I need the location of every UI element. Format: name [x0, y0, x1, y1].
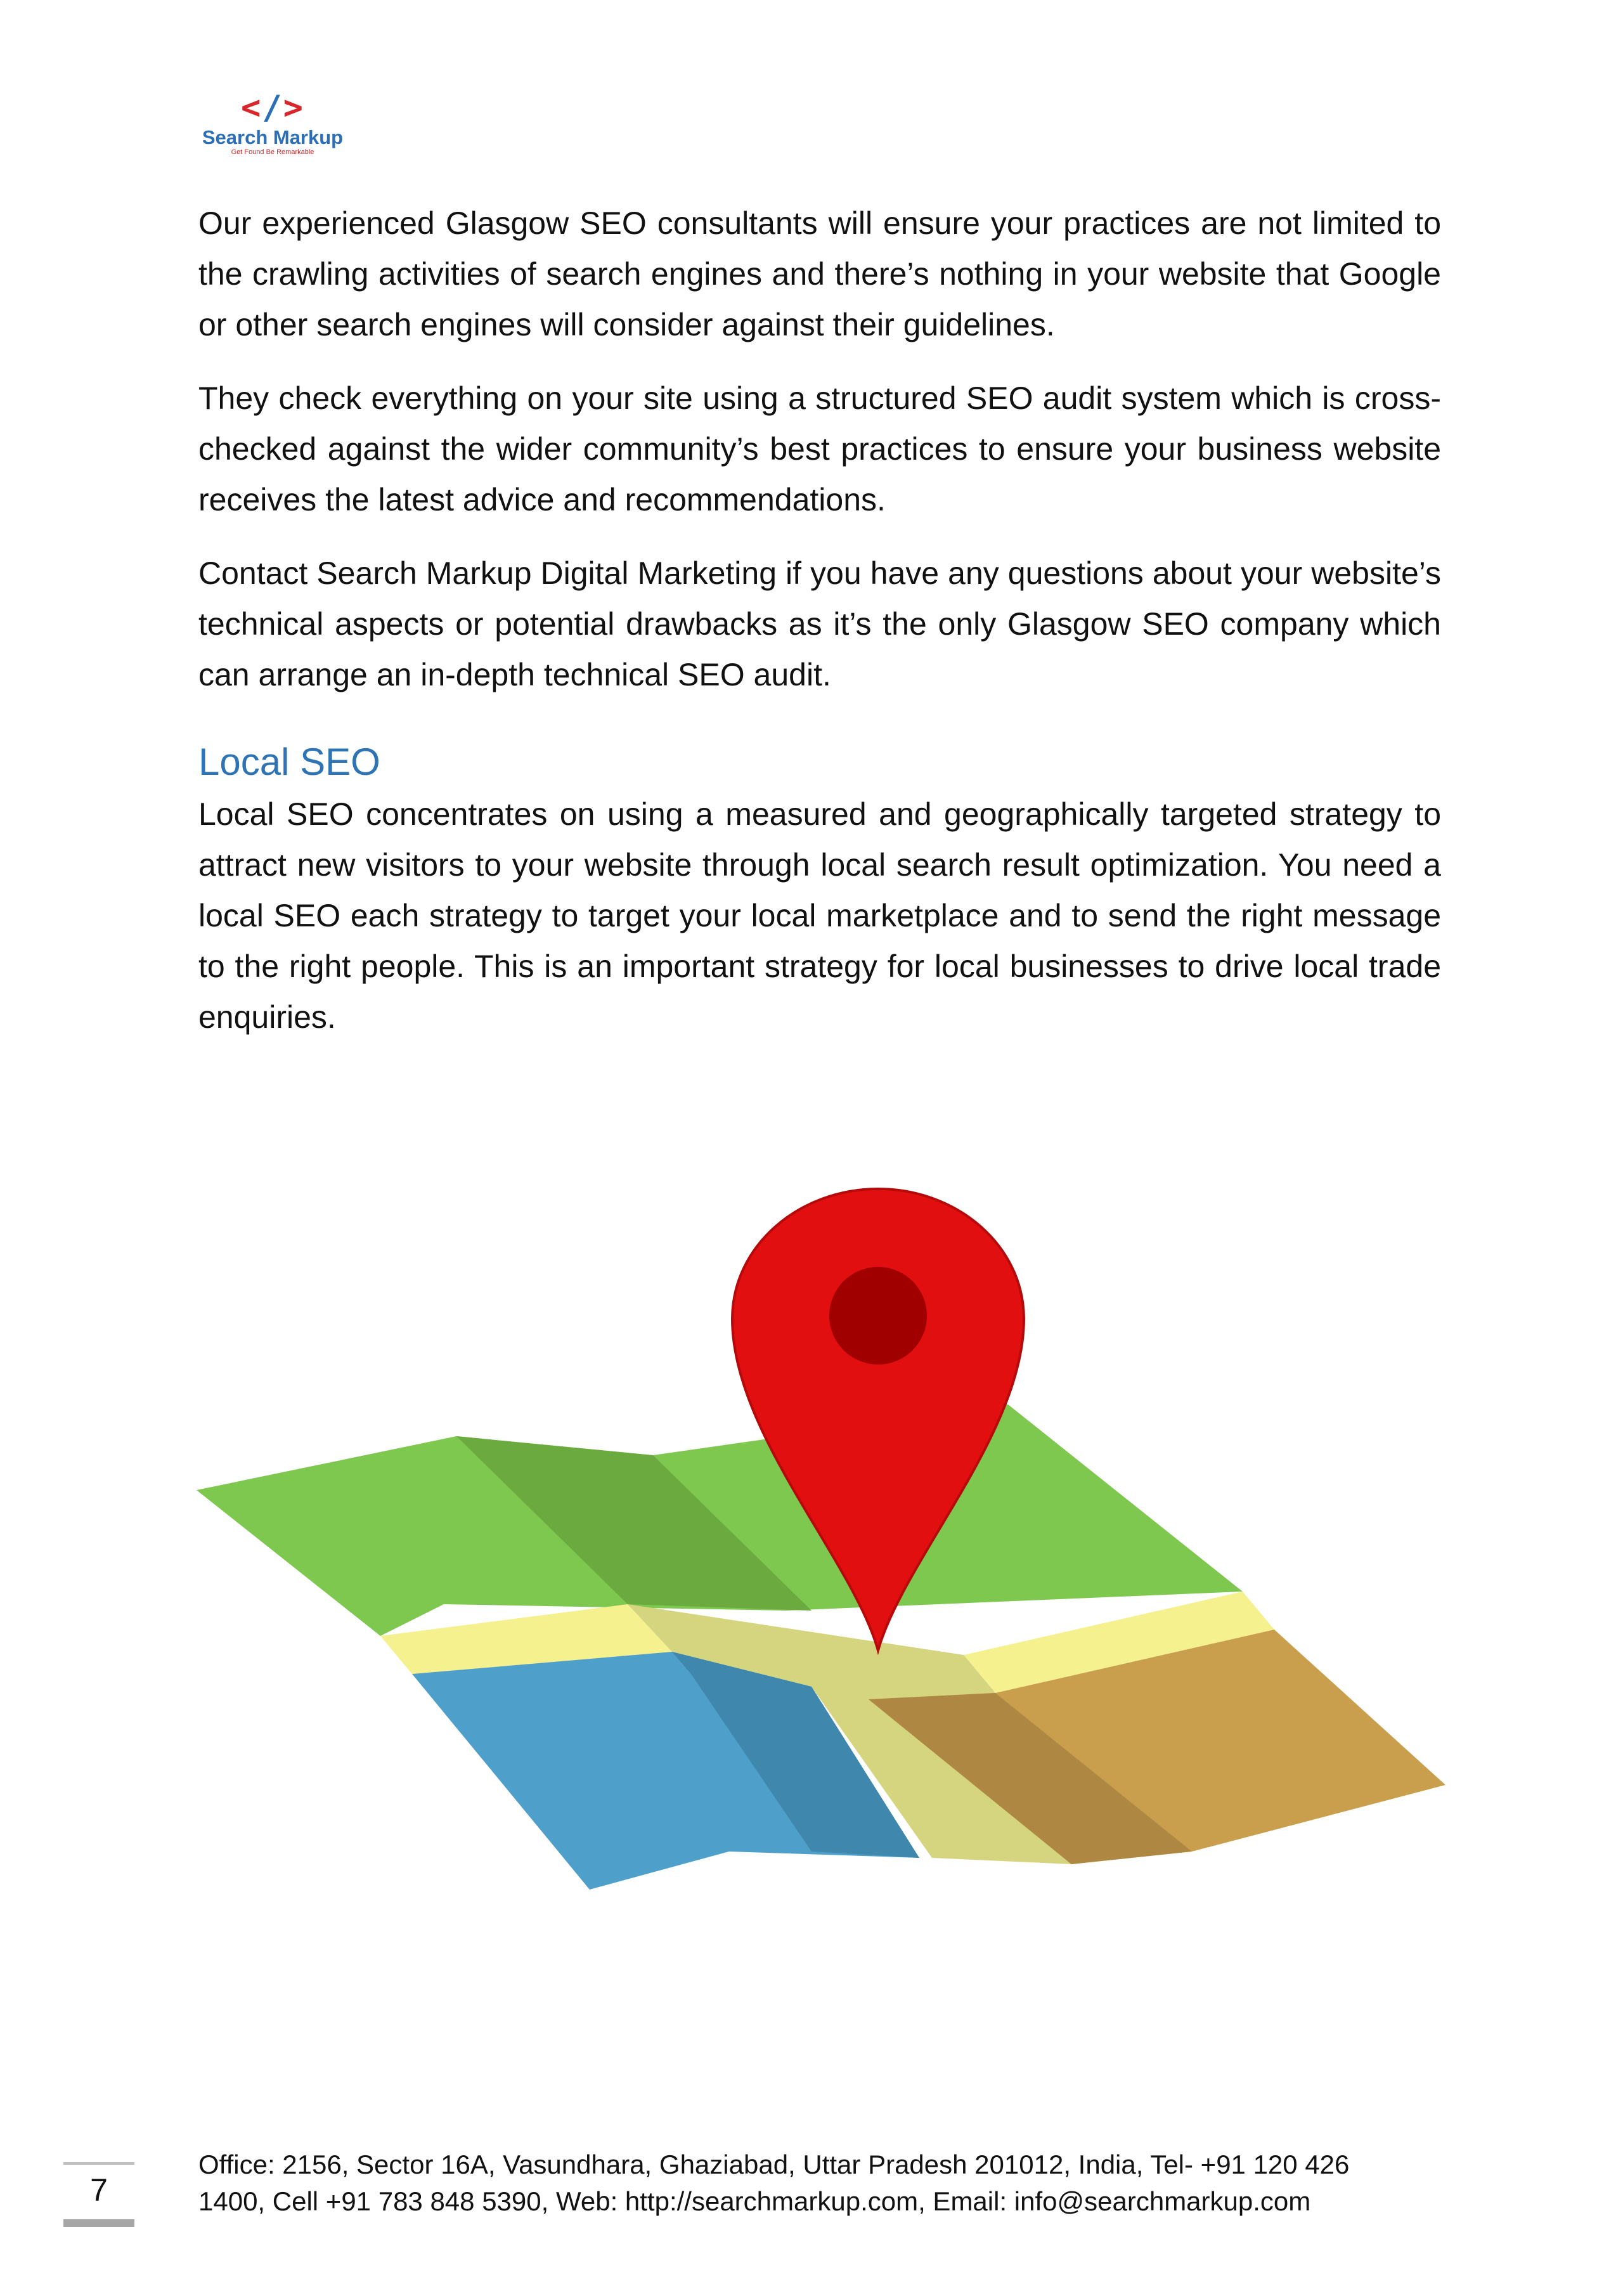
page-number-rule-top	[63, 2162, 134, 2165]
paragraph-contact: Contact Search Markup Digital Marketing if you have any questions about your website’s technical aspects or potential drawbacks as it’s the only Glasgow SEO company which can arrange an in-depth technical SEO audit.	[198, 555, 1441, 692]
logo-name: Search Markup	[202, 126, 344, 148]
footer-contact-info	[198, 2146, 1441, 2220]
page-number-rule-bottom	[63, 2219, 134, 2227]
footer-address-line-2: 1400, Cell +91 783 848 5390, Web: http://searchmarkup.com, Email: info@searchmarkup.com	[198, 2186, 1311, 2216]
map-pin-dot	[829, 1267, 927, 1365]
paragraph-local-seo: Local SEO concentrates on using a measured and geographically targeted strategy to attract new visitors to your website through local search result optimization. You need a local SEO each strategy to target your local marketplace and to send the right message to the right people. This is an important strategy for local businesses to drive local trade enquiries.	[198, 796, 1441, 1035]
section-heading-local-seo: Local SEO	[198, 741, 380, 783]
code-brackets-icon: </>	[241, 89, 304, 127]
page-content	[198, 198, 1441, 1065]
paragraph-audit-system: They check everything on your site using a structured SEO audit system which is cross-checked against the wider community’s best practices to ensure your business website receives the latest advice and recommendations.	[198, 380, 1441, 517]
logo-tagline: Get Found Be Remarkable	[231, 148, 314, 156]
page-number: 7	[90, 2172, 108, 2208]
footer-address-line-1: Office: 2156, Sector 16A, Vasundhara, Ghaziabad, Uttar Pradesh 201012, India, Tel- +91 120 426	[198, 2150, 1350, 2179]
paragraph-consultants: Our experienced Glasgow SEO consultants will ensure your practices are not limited to the crawling activities of search engines and there’s nothing in your website that Google or other search engines will consider against their guidelines.	[198, 205, 1441, 342]
search-markup-logo	[190, 89, 355, 159]
map-illustration	[190, 1167, 1452, 1896]
